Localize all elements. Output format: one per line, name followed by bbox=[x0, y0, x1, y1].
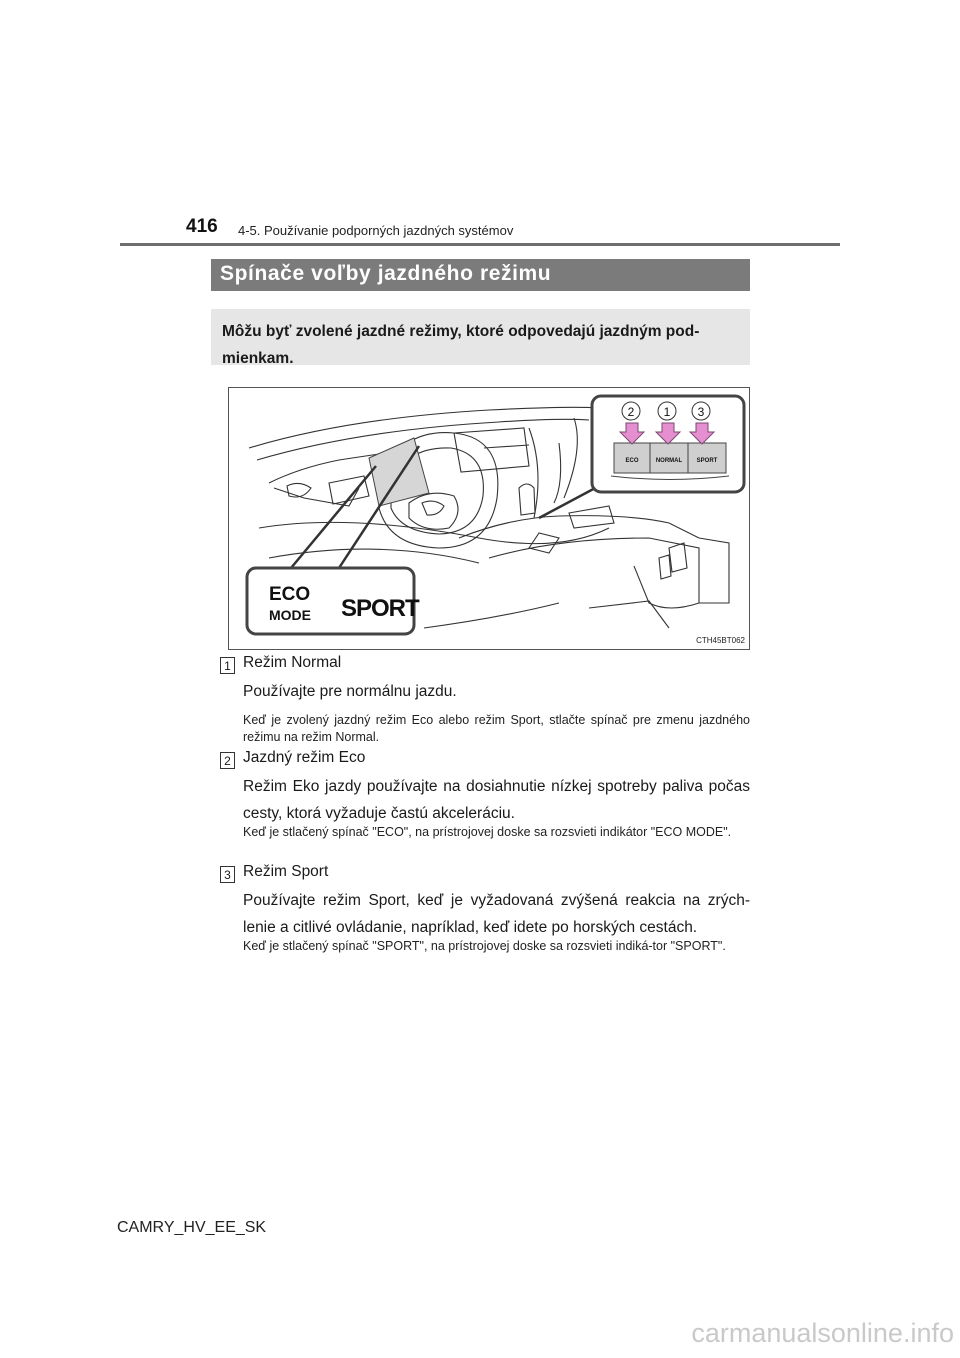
item-marker: 1 bbox=[220, 657, 235, 674]
meter-panel-highlight bbox=[369, 438, 429, 506]
item-title: Režim Sport bbox=[243, 863, 329, 880]
chapter-title: 4-5. Používanie podporných jazdných systémov bbox=[238, 223, 514, 238]
callout-number-3: 3 bbox=[697, 405, 705, 419]
sport-indicator: SPORT bbox=[341, 595, 419, 622]
item-title: Režim Normal bbox=[243, 654, 342, 671]
item-marker: 2 bbox=[220, 752, 235, 769]
item-body: Používajte režim Sport, keď je vyžadovaná zvýšená reakcia na zrých-lenie a citlivé ovládanie, napríklad, keď idete po horských cestách. bbox=[243, 892, 750, 936]
callout-number-2: 2 bbox=[627, 405, 635, 419]
watermark: carmanualsonline.info bbox=[691, 1318, 954, 1348]
item-title: Jazdný režim Eco bbox=[243, 749, 366, 766]
section-title: Spínače voľby jazdného režimu bbox=[211, 259, 750, 291]
item-body: Používajte pre normálnu jazdu. bbox=[243, 683, 457, 700]
header-divider bbox=[120, 243, 840, 246]
press-arrows bbox=[620, 423, 714, 444]
item-note: Keď je zvolený jazdný režim Eco alebo režim Sport, stlačte spínač pre zmenu jazdného režimu na režim Normal. bbox=[243, 713, 750, 744]
normal-switch-label: NORMAL bbox=[655, 458, 683, 464]
dashboard-illustration bbox=[228, 387, 750, 650]
item-note: Keď je stlačený spínač "SPORT", na prístrojovej doske sa rozsvieti indiká-tor "SPORT". bbox=[243, 939, 726, 953]
sport-switch-label: SPORT bbox=[696, 458, 718, 464]
intro-text: Môžu byť zvolené jazdné režimy, ktoré odpovedajú jazdným pod-mienkam. bbox=[211, 309, 750, 365]
eco-switch-label: ECO bbox=[625, 458, 639, 464]
item-body: Režim Eko jazdy používajte na dosiahnutie nízkej spotreby paliva počas cesty, ktorá vyžaduje častú akceleráciu. bbox=[243, 778, 750, 822]
callout-number-1: 1 bbox=[663, 405, 671, 419]
document-code: CAMRY_HV_EE_SK bbox=[117, 1219, 267, 1236]
figure-code: CTH45BT062 bbox=[696, 636, 745, 645]
eco-mode-indicator-line1: ECO bbox=[269, 584, 311, 605]
eco-mode-indicator-line2: MODE bbox=[269, 607, 311, 623]
item-note: Keď je stlačený spínač "ECO", na prístrojovej doske sa rozsvieti indikátor "ECO MODE". bbox=[243, 825, 732, 839]
item-marker: 3 bbox=[220, 866, 235, 883]
page-number: 416 bbox=[186, 216, 218, 237]
